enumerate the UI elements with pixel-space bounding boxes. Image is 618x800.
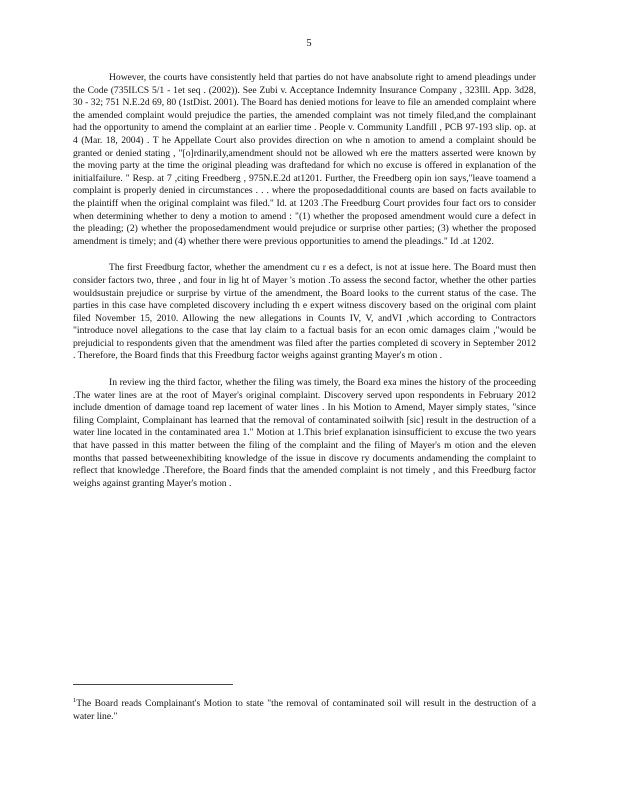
footnote-text: The Board reads Complainant's Motion to state "the removal of contaminated soil will result in the destruction of a water line." [73,698,536,722]
paragraph-amendment-right: However, the courts have consistently held that parties do not have anabsolute right to amend pleadings under the Code (735ILCS 5/1 - 1et seq . (2002)). See Zubi v. Acceptance Indemnity Insurance Company , 323Ill. App. 3d28, 30 - 32; 751 N.E.2d 69, 80 (1stDist. 2001). The Board has denied motions for leave to file an amended complaint where the amended complaint would prejudice the parties, the amended complaint was not timely filed,and the complainant had the opportunity to amend the complaint at an earlier time . People v. Community Landfill , PCB 97-193 slip. op. at 4 (Mar. 18, 2004) . T he Appellate Court also provides direction on whe n amotion to amend a complaint should be granted or denied stating , "[o]rdinarily,amendment should not be allowed wh ere the matters asserted were known by the moving party at the time the original pleading was draftedand for which no excuse is offered in explanation of the initialfailure. " Resp. at 7 ,citing Freedberg , 975N.E.2d at1201. Further, the Freedberg opin ion says,"leave toamend a complaint is properly denied in circumstances . . . where the proposedadditional counts are based on facts available to the plaintiff when the original complaint was filed." Id. at 1203 .The Freedburg Court provides four fact ors to consider when determining whether to deny a motion to amend : "(1) whether the proposed amendment would cure a defect in the pleading; (2) whether the proposedamendment would prejudice or surprise other parties; (3) whether the proposed amendment is timely; and (4) whether there were previous opportunities to amend the pleadings." Id .at 1202. [73,72,536,247]
body-text [73,72,536,490]
footnote-marker: 1 [73,696,77,704]
page-number: 5 [306,38,312,49]
footnote-divider [73,684,233,685]
paragraph-timeliness-factor: In review ing the third factor, whether the filing was timely, the Board exa mines the history of the proceeding .The water lines are at the root of Mayer's original complaint. Discovery served upon respondents in February 2012 include dmention of damage toand rep lacement of water lines . In his Motion to Amend, Mayer simply states, "since filing Complaint, Complainant has learned that the removal of contaminated soilwith [sic] result in the destruction of a water line located in the contaminated area 1." Motion at 1.This brief explanation isinsufficient to excuse the two years that have passed in this matter between the filing of the complaint and the filing of Mayer's m otion and the eleven months that passed betweenexhibiting knowledge of the issue in discove ry documents andamending the complaint to reflect that knowledge .Therefore, the Board finds that the amended complaint is not timely , and this Freedburg factor weighs against granting Mayer's motion . [73,377,536,489]
paragraph-prejudice-factor: The first Freedburg factor, whether the amendment cu r es a defect, is not at issue here. The Board must then consider factors two, three , and four in lig ht of Mayer 's motion .To assess the second factor, whether the other parties wouldsustain prejudice or surprise by virtue of the amendment, the Board looks to the current status of the case. The parties in this case have completed discovery including th e expert witness discovery based on the original com plaint filed November 15, 2010. Allowing the new allegations in Counts IV, V, andVI ,which according to Contractors "introduce novel allegations to the case that lay claim to a factual basis for an econ omic damages claim ,"would be prejudicial to respondents given that the amendment was filed after the parties completed di scovery in September 2012 . Therefore, the Board finds that this Freedburg factor weighs against granting Mayer's m otion . [73,262,536,362]
footnote [73,697,536,723]
